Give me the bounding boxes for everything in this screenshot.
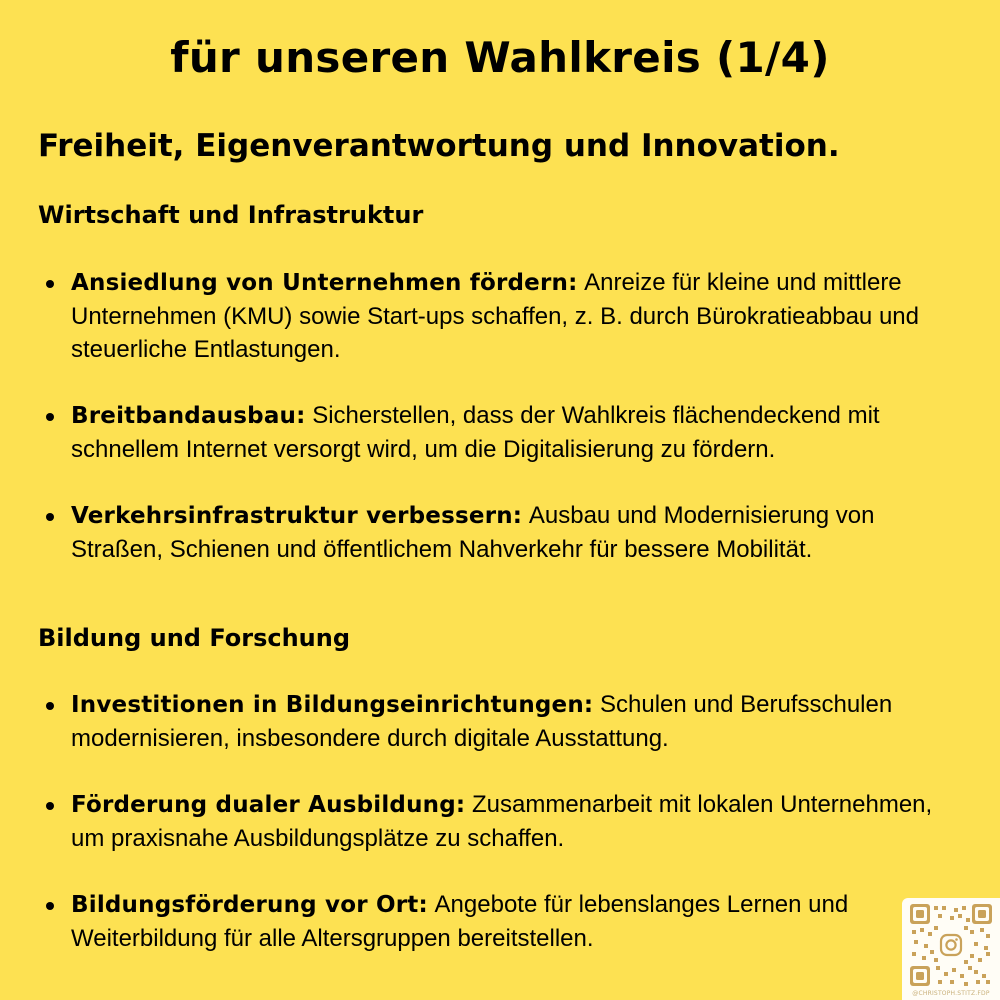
- bullet-dot: [46, 802, 54, 810]
- bullet-list-education: [38, 688, 963, 955]
- bullet-term: Investitionen in Bildungseinrichtungen:: [71, 692, 594, 718]
- bullet-term: Förderung dualer Ausbildung:: [71, 792, 466, 818]
- bullet-dot: [46, 902, 54, 910]
- bullet-text: Zusammenarbeit mit lokalen Unternehmen, um praxisnahe Ausbildungsplätze zu schaffen.: [71, 791, 933, 852]
- qr-code: [910, 904, 992, 986]
- qr-code-badge[interactable]: [902, 898, 1000, 1000]
- page-subtitle: Freiheit, Eigenverantwortung und Innovation.: [38, 128, 840, 164]
- list-item: [38, 888, 963, 955]
- bullet-text: Angebote für lebenslanges Lernen und Weiterbildung für alle Altersgruppen bereitstellen.: [71, 891, 849, 952]
- bullet-list-economy: [38, 266, 963, 566]
- list-item: [38, 499, 963, 566]
- bullet-text: Ausbau und Modernisierung von Straßen, Schienen und öffentlichem Nahverkehr für bessere Mobilität.: [71, 502, 875, 563]
- bullet-term: Breitbandausbau:: [71, 403, 306, 429]
- bullet-dot: [46, 702, 54, 710]
- list-item: [38, 399, 963, 466]
- list-item: [38, 266, 963, 366]
- bullet-term: Ansiedlung von Unternehmen fördern:: [71, 270, 578, 296]
- bullet-dot: [46, 513, 54, 521]
- bullet-dot: [46, 413, 54, 421]
- bullet-dot: [46, 280, 54, 288]
- section-heading-education: Bildung und Forschung: [38, 624, 351, 652]
- bullet-term: Verkehrsinfrastruktur verbessern:: [71, 503, 523, 529]
- list-item: [38, 788, 963, 855]
- page-title: für unseren Wahlkreis (1/4): [170, 33, 830, 82]
- bullet-text: Sicherstellen, dass der Wahlkreis flächendeckend mit schnellem Internet versorgt wird, um die Digitalisierung zu fördern.: [71, 402, 880, 463]
- section-heading-economy: Wirtschaft und Infrastruktur: [38, 201, 424, 229]
- qr-handle: @CHRISTOPH.STITZ.FDP: [912, 990, 990, 997]
- bullet-term: Bildungsförderung vor Ort:: [71, 892, 428, 918]
- list-item: [38, 688, 963, 755]
- bullet-text: Anreize für kleine und mittlere Unternehmen (KMU) sowie Start-ups schaffen, z. B. durch Bürokratieabbau und steuerliche Entlastungen.: [71, 269, 919, 363]
- bullet-text: Schulen und Berufsschulen modernisieren, insbesondere durch digitale Ausstattung.: [71, 691, 893, 752]
